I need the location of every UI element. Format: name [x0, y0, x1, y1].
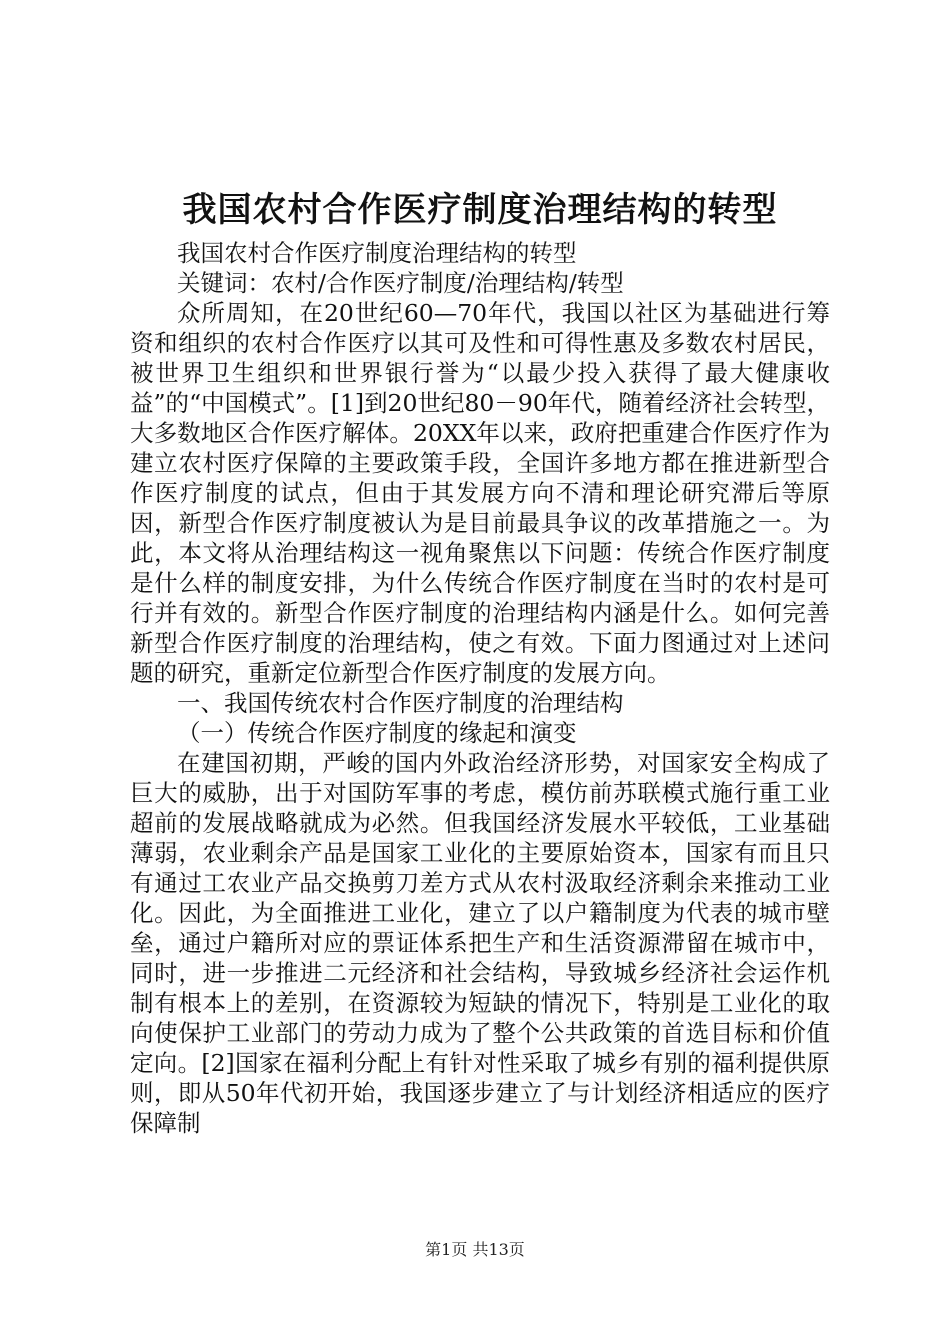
subsection-heading: （一）传统合作医疗制度的缘起和演变: [177, 719, 577, 747]
paragraph-body: 在建国初期，严峻的国内外政治经济形势，对国家安全构成了巨大的威胁，出于对国防军事的考虑，模仿前苏联模式施行重工业超前的发展战略就成为必然。但我国经济发展水平较低，工业基础薄弱，农业剩余产品是国家工业化的主要原始资本，国家有而且只有通过工农业产品交换剪刀差方式从农村汲取经济剩余来推动工业化。因此，为全面推进工业化，建立了以户籍制度为代表的城市壁垒，通过户籍所对应的票证体系把生产和生活资源滞留在城市中，同时，进一步推进二元经济和社会结构，导致城乡经济社会运作机制有根本上的差别，在资源较为短缺的情况下，特别是工业化的取向使保护工业部门的劳动力成为了整个公共政策的首选目标和价值定向。[2]国家在福利分配上有针对性采取了城乡有别的福利提供原则，即从50年代初开始，我国逐步建立了与计划经济相适应的医疗保障制: [130, 749, 830, 1137]
paragraph-intro: 众所周知，在20世纪60—70年代，我国以社区为基础进行筹资和组织的农村合作医疗以其可及性和可得性惠及多数农村居民，被世界卫生组织和世界银行誉为“以最少投入获得了最大健康收益”的“中国模式”。[1]到20世纪80－90年代，随着经济社会转型，大多数地区合作医疗解体。20XX年以来，政府把重建合作医疗作为建立农村医疗保障的主要政策手段，全国许多地方都在推进新型合作医疗制度的试点，但由于其发展方向不清和理论研究滞后等原因，新型合作医疗制度被认为是目前最具争议的改革措施之一。为此，本文将从治理结构这一视角聚焦以下问题：传统合作医疗制度是什么样的制度安排，为什么传统合作医疗制度在当时的农村是可行并有效的。新型合作医疗制度的治理结构内涵是什么。如何完善新型合作医疗制度的治理结构，使之有效。下面力图通过对上述问题的研究，重新定位新型合作医疗制度的发展方向。: [130, 299, 830, 687]
section-heading: 一、我国传统农村合作医疗制度的治理结构: [177, 689, 624, 717]
paragraph-keywords: 关键词：农村/合作医疗制度/治理结构/转型: [177, 269, 624, 297]
page-footer: 第1页 共13页: [425, 1240, 525, 1259]
paragraph-subtitle: 我国农村合作医疗制度治理结构的转型: [177, 239, 577, 267]
page-title: 我国农村合作医疗制度治理结构的转型: [182, 190, 778, 230]
body-text: [130, 238, 830, 1138]
